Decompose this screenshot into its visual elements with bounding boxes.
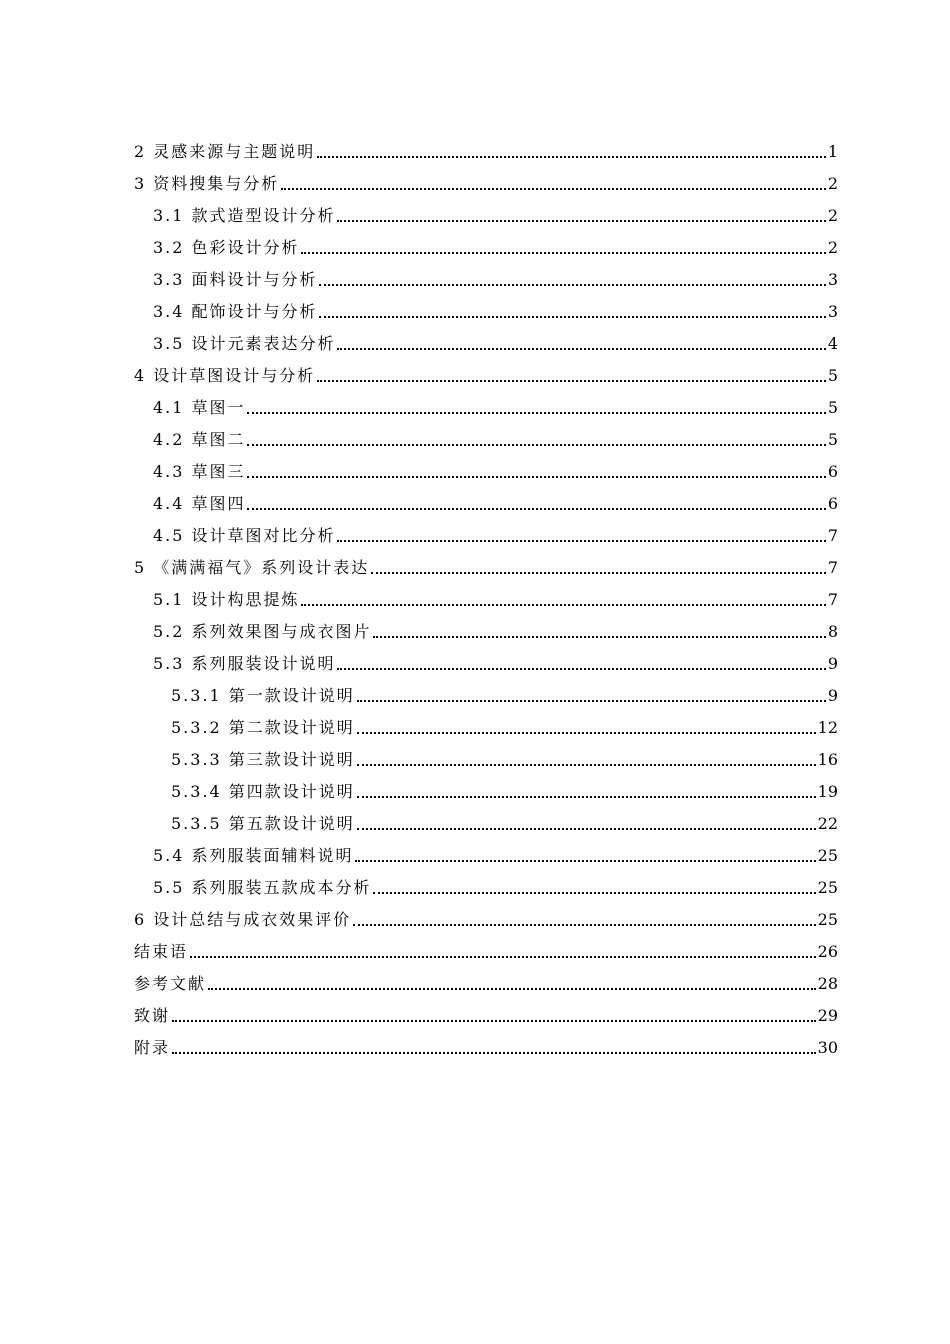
toc-entry[interactable] bbox=[134, 392, 838, 424]
toc-dot-leader bbox=[371, 572, 826, 574]
toc-entry[interactable] bbox=[134, 648, 838, 680]
toc-entry-title: 参考文献 bbox=[134, 974, 207, 993]
toc-entry-number: 4.3 bbox=[153, 462, 185, 481]
toc-entry-page-number: 5 bbox=[827, 430, 838, 449]
toc-entry-title: 设计构思提炼 bbox=[191, 590, 300, 609]
toc-entry-title: 结束语 bbox=[134, 942, 189, 961]
toc-entry-number: 5.1 bbox=[153, 590, 185, 609]
toc-entry-page-number: 6 bbox=[827, 494, 838, 513]
toc-dot-leader bbox=[317, 156, 826, 158]
toc-entry-title: 系列效果图与成衣图片 bbox=[191, 622, 372, 641]
toc-dot-leader bbox=[373, 892, 815, 894]
toc-entry-number: 3.3 bbox=[153, 270, 185, 289]
toc-entry-title: 资料搜集与分析 bbox=[153, 174, 280, 193]
toc-entry-title: 款式造型设计分析 bbox=[191, 206, 336, 225]
toc-entry-number: 2 bbox=[134, 142, 147, 161]
toc-entry-title: 第五款设计说明 bbox=[228, 814, 355, 833]
toc-entry-page-number: 7 bbox=[827, 526, 838, 545]
toc-entry-page-number: 25 bbox=[817, 846, 838, 865]
toc-entry-page-number: 1 bbox=[827, 142, 838, 161]
toc-entry-number: 3.1 bbox=[153, 206, 185, 225]
toc-entry-title: 系列服装五款成本分析 bbox=[191, 878, 372, 897]
toc-entry-page-number: 9 bbox=[827, 686, 838, 705]
toc-entry-page-number: 2 bbox=[827, 174, 838, 193]
toc-entry-page-number: 25 bbox=[817, 910, 838, 929]
toc-entry-page-number: 29 bbox=[817, 1006, 838, 1025]
toc-dot-leader bbox=[337, 220, 825, 222]
toc-entry-number: 4.1 bbox=[153, 398, 185, 417]
toc-entry-number: 4.5 bbox=[153, 526, 185, 545]
toc-entry-page-number: 28 bbox=[817, 974, 838, 993]
toc-entry-title: 《满满福气》系列设计表达 bbox=[153, 558, 370, 577]
toc-list bbox=[134, 136, 838, 1064]
toc-entry[interactable] bbox=[134, 328, 838, 360]
toc-entry-number: 3.5 bbox=[153, 334, 185, 353]
toc-entry-title: 设计元素表达分析 bbox=[191, 334, 336, 353]
toc-entry-title: 第四款设计说明 bbox=[228, 782, 355, 801]
toc-entry[interactable] bbox=[134, 424, 838, 456]
toc-entry[interactable] bbox=[134, 1032, 838, 1064]
toc-dot-leader bbox=[208, 988, 816, 990]
toc-entry-title: 灵感来源与主题说明 bbox=[153, 142, 316, 161]
toc-dot-leader bbox=[247, 444, 825, 446]
toc-dot-leader bbox=[301, 252, 825, 254]
toc-entry[interactable] bbox=[134, 712, 838, 744]
toc-dot-leader bbox=[357, 764, 816, 766]
toc-entry-page-number: 7 bbox=[827, 590, 838, 609]
toc-dot-leader bbox=[355, 860, 815, 862]
toc-entry-page-number: 26 bbox=[817, 942, 838, 961]
toc-entry[interactable] bbox=[134, 1000, 838, 1032]
toc-entry[interactable] bbox=[134, 680, 838, 712]
toc-entry[interactable] bbox=[134, 616, 838, 648]
toc-entry[interactable] bbox=[134, 872, 838, 904]
toc-dot-leader bbox=[337, 348, 825, 350]
toc-dot-leader bbox=[357, 700, 826, 702]
toc-dot-leader bbox=[357, 796, 816, 798]
toc-entry-number: 3.4 bbox=[153, 302, 185, 321]
toc-dot-leader bbox=[172, 1020, 816, 1022]
toc-entry-page-number: 7 bbox=[827, 558, 838, 577]
toc-entry[interactable] bbox=[134, 584, 838, 616]
toc-dot-leader bbox=[247, 508, 825, 510]
toc-entry-number: 5.3.2 bbox=[171, 718, 222, 737]
toc-entry-title: 附录 bbox=[134, 1038, 171, 1057]
toc-dot-leader bbox=[357, 828, 816, 830]
toc-dot-leader bbox=[301, 604, 825, 606]
toc-entry-page-number: 19 bbox=[817, 782, 838, 801]
toc-entry-page-number: 30 bbox=[817, 1038, 838, 1057]
toc-dot-leader bbox=[357, 732, 816, 734]
toc-entry-number: 4 bbox=[134, 366, 147, 385]
toc-entry-title: 第三款设计说明 bbox=[228, 750, 355, 769]
toc-entry[interactable] bbox=[134, 232, 838, 264]
toc-entry[interactable] bbox=[134, 136, 838, 168]
toc-entry[interactable] bbox=[134, 552, 838, 584]
toc-entry[interactable] bbox=[134, 488, 838, 520]
toc-entry-number: 5.3 bbox=[153, 654, 185, 673]
toc-entry-title: 面料设计与分析 bbox=[191, 270, 318, 289]
toc-entry[interactable] bbox=[134, 936, 838, 968]
toc-entry-title: 设计草图对比分析 bbox=[191, 526, 336, 545]
toc-entry[interactable] bbox=[134, 360, 838, 392]
toc-entry-page-number: 6 bbox=[827, 462, 838, 481]
toc-entry-page-number: 25 bbox=[817, 878, 838, 897]
toc-entry-number: 4.2 bbox=[153, 430, 185, 449]
toc-entry-page-number: 3 bbox=[827, 270, 838, 289]
toc-entry-title: 设计草图设计与分析 bbox=[153, 366, 316, 385]
toc-entry-title: 系列服装设计说明 bbox=[191, 654, 336, 673]
toc-entry-number: 6 bbox=[134, 910, 147, 929]
toc-dot-leader bbox=[319, 316, 825, 318]
toc-entry-title: 草图一 bbox=[191, 398, 246, 417]
toc-entry[interactable] bbox=[134, 776, 838, 808]
toc-dot-leader bbox=[337, 668, 825, 670]
toc-entry-page-number: 5 bbox=[827, 366, 838, 385]
toc-entry-title: 色彩设计分析 bbox=[191, 238, 300, 257]
toc-dot-leader bbox=[373, 636, 825, 638]
toc-entry-number: 5.3.3 bbox=[171, 750, 222, 769]
toc-entry-page-number: 2 bbox=[827, 206, 838, 225]
toc-entry-page-number: 2 bbox=[827, 238, 838, 257]
toc-entry-title: 草图二 bbox=[191, 430, 246, 449]
toc-entry-number: 5.2 bbox=[153, 622, 185, 641]
toc-entry-title: 设计总结与成衣效果评价 bbox=[153, 910, 352, 929]
toc-entry[interactable] bbox=[134, 744, 838, 776]
toc-entry-number: 4.4 bbox=[153, 494, 185, 513]
toc-entry-page-number: 9 bbox=[827, 654, 838, 673]
toc-entry-page-number: 16 bbox=[817, 750, 838, 769]
toc-entry-title: 系列服装面辅料说明 bbox=[191, 846, 354, 865]
toc-entry-number: 5 bbox=[134, 558, 147, 577]
toc-entry-page-number: 12 bbox=[817, 718, 838, 737]
toc-entry-number: 5.4 bbox=[153, 846, 185, 865]
toc-entry[interactable] bbox=[134, 264, 838, 296]
toc-entry[interactable] bbox=[134, 456, 838, 488]
table-of-contents bbox=[134, 136, 838, 1064]
toc-entry-title: 致谢 bbox=[134, 1006, 171, 1025]
toc-dot-leader bbox=[281, 188, 826, 190]
toc-entry-title: 第一款设计说明 bbox=[228, 686, 355, 705]
toc-entry-number: 5.5 bbox=[153, 878, 185, 897]
toc-dot-leader bbox=[190, 956, 816, 958]
toc-entry-page-number: 4 bbox=[827, 334, 838, 353]
toc-entry[interactable] bbox=[134, 168, 838, 200]
toc-entry[interactable] bbox=[134, 808, 838, 840]
toc-dot-leader bbox=[353, 924, 815, 926]
toc-entry-number: 5.3.4 bbox=[171, 782, 222, 801]
toc-entry[interactable] bbox=[134, 840, 838, 872]
toc-entry-title: 草图四 bbox=[191, 494, 246, 513]
toc-entry[interactable] bbox=[134, 904, 838, 936]
toc-entry-page-number: 5 bbox=[827, 398, 838, 417]
toc-dot-leader bbox=[337, 540, 825, 542]
toc-dot-leader bbox=[317, 380, 826, 382]
toc-entry-page-number: 22 bbox=[817, 814, 838, 833]
toc-dot-leader bbox=[319, 284, 825, 286]
toc-entry[interactable] bbox=[134, 296, 838, 328]
toc-entry[interactable] bbox=[134, 968, 838, 1000]
toc-entry-title: 第二款设计说明 bbox=[228, 718, 355, 737]
toc-entry-number: 5.3.1 bbox=[171, 686, 222, 705]
toc-entry[interactable] bbox=[134, 200, 838, 232]
toc-entry-number: 5.3.5 bbox=[171, 814, 222, 833]
toc-entry-page-number: 8 bbox=[827, 622, 838, 641]
toc-dot-leader bbox=[247, 412, 825, 414]
toc-dot-leader bbox=[247, 476, 825, 478]
toc-entry[interactable] bbox=[134, 520, 838, 552]
toc-entry-page-number: 3 bbox=[827, 302, 838, 321]
toc-entry-title: 配饰设计与分析 bbox=[191, 302, 318, 321]
toc-dot-leader bbox=[172, 1052, 816, 1054]
toc-entry-title: 草图三 bbox=[191, 462, 246, 481]
toc-entry-number: 3 bbox=[134, 174, 147, 193]
toc-entry-number: 3.2 bbox=[153, 238, 185, 257]
